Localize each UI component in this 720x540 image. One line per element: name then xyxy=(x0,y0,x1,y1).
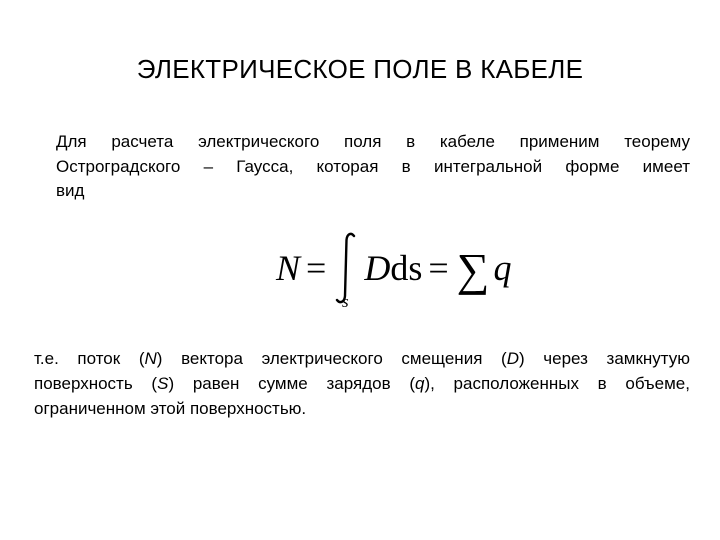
conclusion-line-2 xyxy=(34,371,690,396)
intro-line-1: Для расчета электрического поля в кабеле применим теорему xyxy=(56,132,690,151)
formula-differential: ds xyxy=(390,248,423,288)
integral-subscript: s xyxy=(342,292,349,311)
conclusion-text: ) вектора электрического смещения ( xyxy=(156,349,507,368)
slide-title: ЭЛЕКТРИЧЕСКОЕ ПОЛЕ В КАБЕЛЕ xyxy=(136,54,584,84)
formula-equals-2: = xyxy=(428,248,449,288)
conclusion-text: ) через замкнутую xyxy=(518,349,691,368)
intro-line-2: Остроградского – Гаусса, которая в интегральной форме имеет xyxy=(56,156,690,176)
conclusion-line-3: ограниченном этой поверхностью. xyxy=(34,399,307,418)
conclusion-symbol: D xyxy=(506,349,519,368)
formula-flux-symbol: N xyxy=(276,248,301,288)
integral-sign-icon xyxy=(334,238,358,298)
gauss-formula xyxy=(268,228,518,314)
conclusion-text: т.е. поток ( xyxy=(34,349,145,368)
sum-sign-icon: ∑ xyxy=(456,244,490,295)
conclusion-symbol: q xyxy=(414,374,425,393)
formula-main xyxy=(276,238,511,298)
conclusion-text: ) равен сумме зарядов ( xyxy=(168,374,415,393)
intro-paragraph xyxy=(56,130,690,204)
conclusion-symbol: N xyxy=(144,349,157,368)
conclusion-symbol: S xyxy=(157,374,169,393)
conclusion-text: поверхность ( xyxy=(34,374,158,393)
intro-line-3: вид xyxy=(56,181,85,200)
formula-displacement-symbol: D xyxy=(364,248,391,288)
conclusion-line-1 xyxy=(34,346,690,371)
formula-charge-symbol: q xyxy=(493,248,512,288)
conclusion-paragraph xyxy=(34,346,690,421)
conclusion-text: ), расположенных в объеме, xyxy=(424,374,690,393)
formula-equals-1: = xyxy=(306,248,327,288)
